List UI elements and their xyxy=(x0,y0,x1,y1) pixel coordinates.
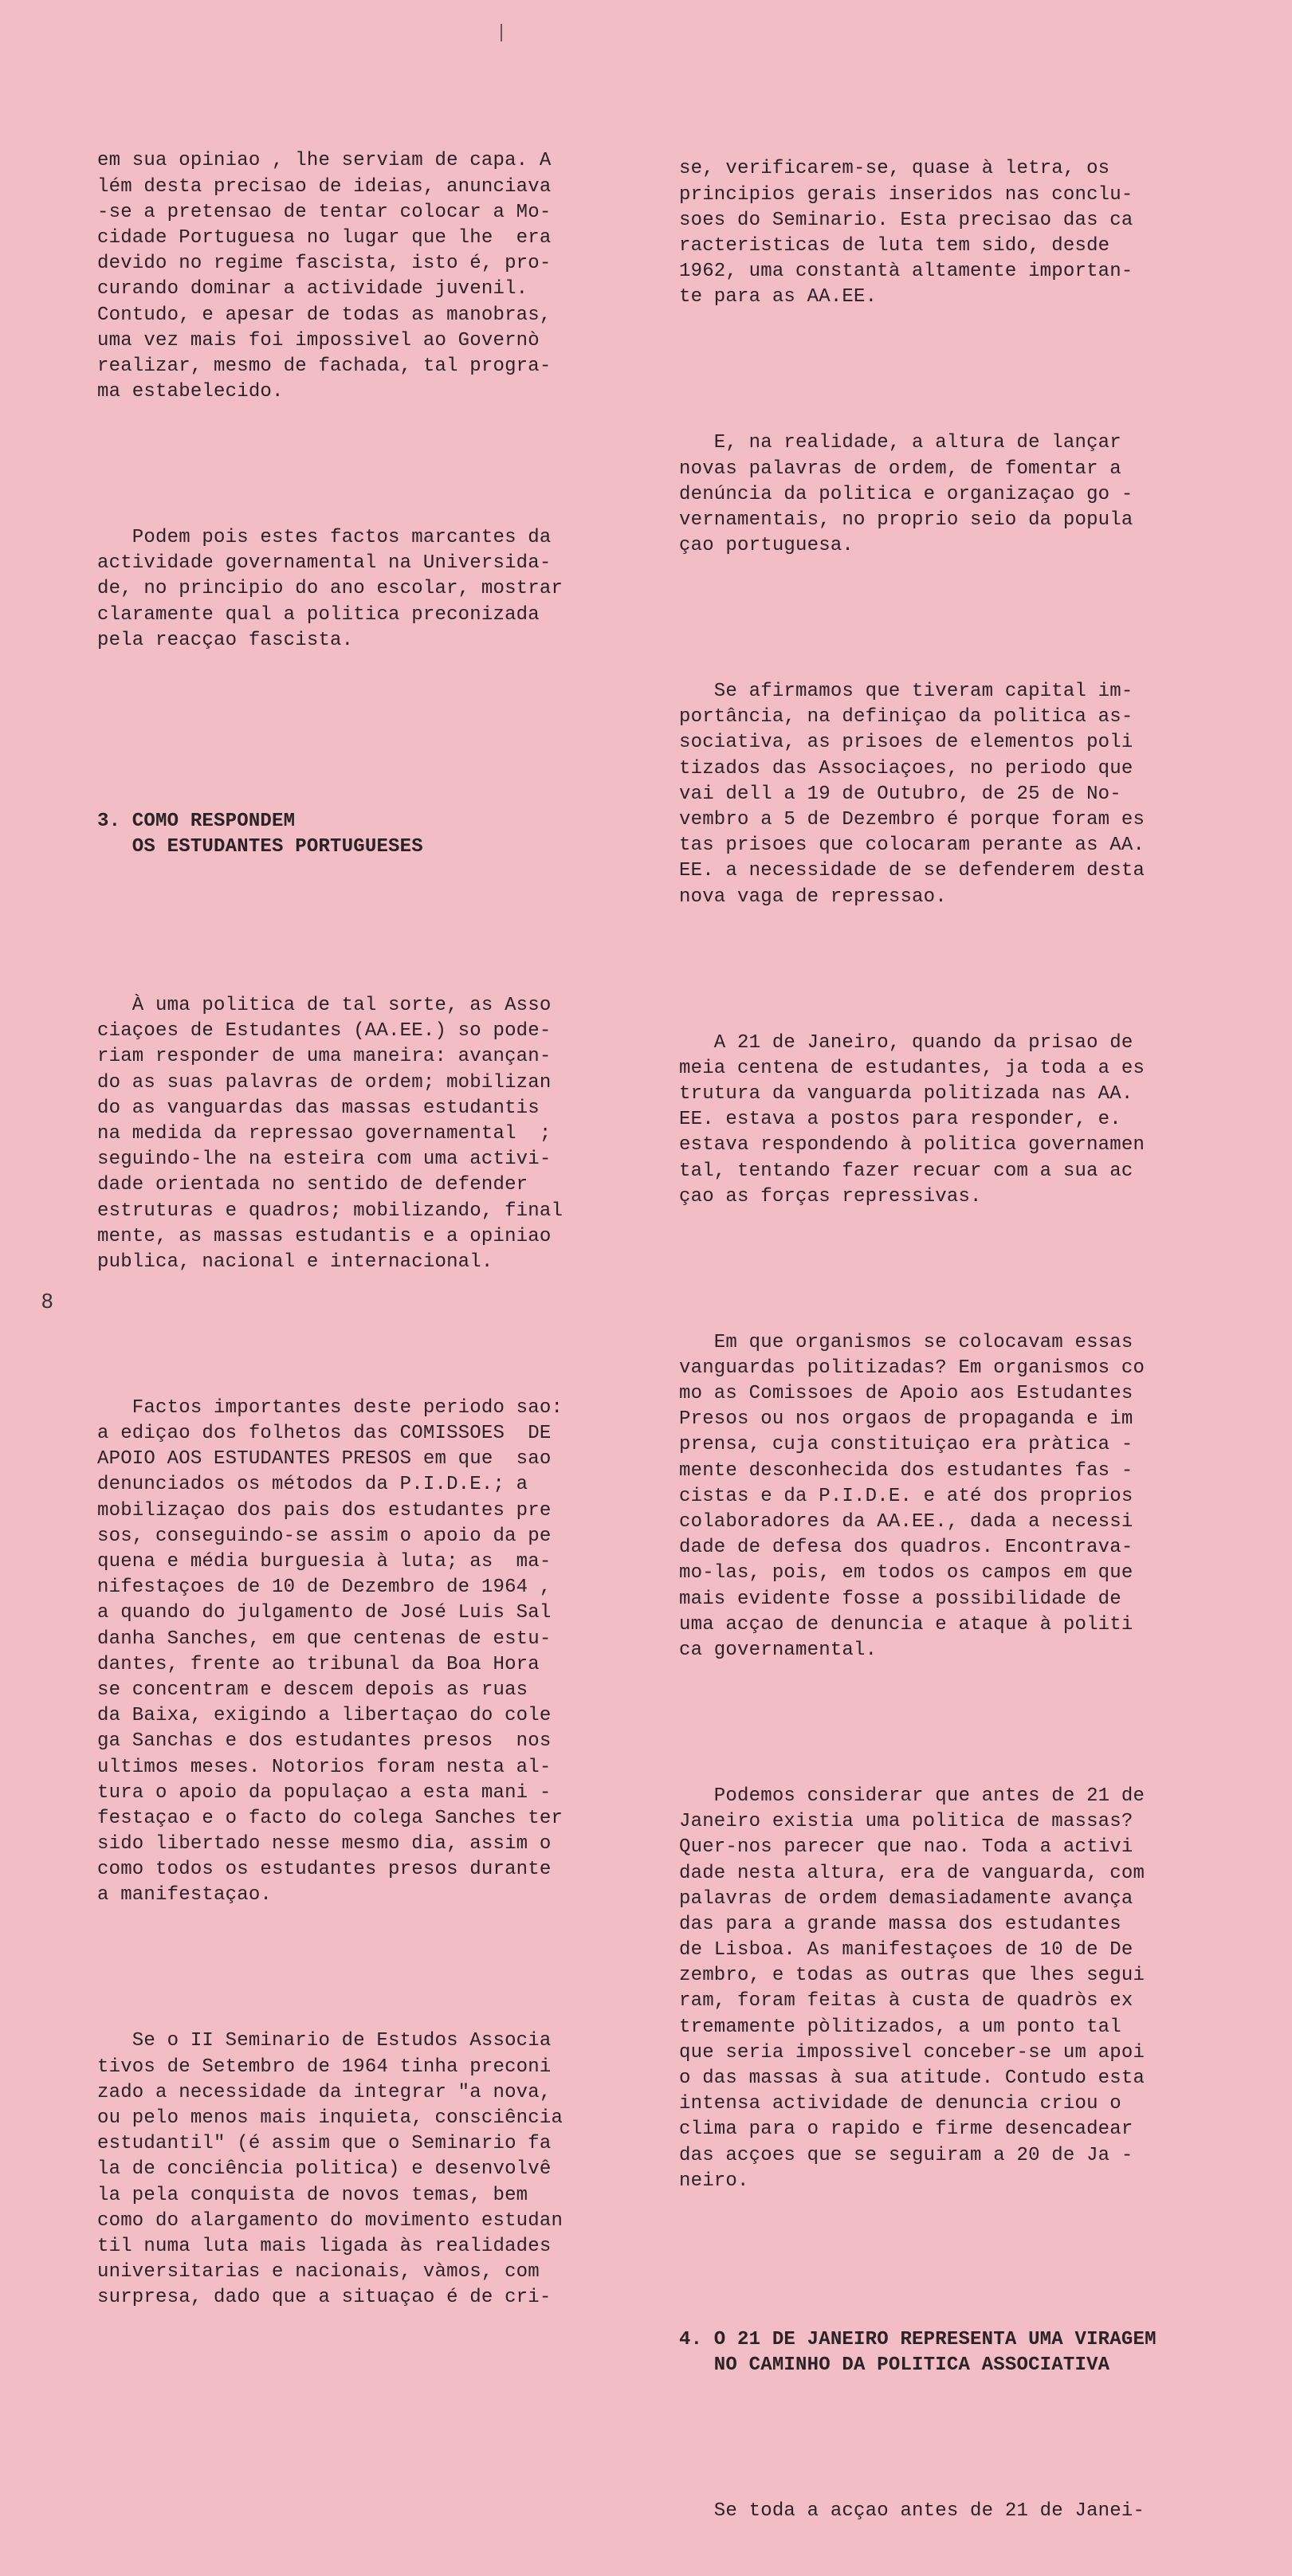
text-line: tura o apoio da populaçao a esta mani - xyxy=(97,1781,552,1804)
text-line: racteristicas de luta tem sido, desde xyxy=(679,234,1110,257)
text-line: na medida da repressao governamental ; xyxy=(97,1122,552,1145)
text-line: actividade governamental na Universida- xyxy=(97,552,552,575)
text-line: vernamentais, no proprio seio da popula xyxy=(679,509,1133,531)
right-paragraph-4 xyxy=(679,1031,1189,1210)
text-line: tas prisoes que colocaram perante as AA. xyxy=(679,834,1145,857)
text-line: cistas e da P.I.D.E. e até dos proprios xyxy=(679,1485,1133,1507)
page-number: 8 xyxy=(41,1289,53,1313)
text-line: mobilizaçao dos pais dos estudantes pre xyxy=(97,1499,552,1522)
text-line: ca governamental. xyxy=(679,1639,878,1661)
text-line: vembro a 5 de Dezembro é porque foram es xyxy=(679,809,1145,831)
text-line: mo as Comissoes de Apoio aos Estudantes xyxy=(679,1383,1133,1405)
text-line: ou pelo menos mais inquieta, consciência xyxy=(97,2107,564,2130)
text-line: prensa, cuja constituiçao era pràtica - xyxy=(679,1434,1133,1456)
text-line: ciaçoes de Estudantes (AA.EE.) so pode- xyxy=(97,1020,552,1043)
text-line: a ediçao dos folhetos das COMISSOES DE xyxy=(97,1423,552,1445)
text-line: sido libertado nesse mesmo dia, assim o xyxy=(97,1833,552,1855)
section-4-heading xyxy=(679,2327,1189,2378)
right-paragraph-3 xyxy=(679,679,1189,910)
text-line: claramente qual a politica preconizada xyxy=(97,603,540,626)
text-line: Se o II Seminario de Estudos Associa xyxy=(97,2030,552,2052)
text-line: Quer-nos parecer que nao. Toda a activi xyxy=(679,1836,1133,1859)
text-line: uma acçao de denuncia e ataque à politi xyxy=(679,1613,1133,1636)
text-line: universitarias e nacionais, vàmos, com xyxy=(97,2261,540,2283)
right-column xyxy=(679,105,1189,2576)
text-line: 3. COMO RESPONDEM xyxy=(97,810,296,832)
text-line: ga Sanchas e dos estudantes presos nos xyxy=(97,1730,552,1753)
text-line: -se a pretensao de tentar colocar a Mo- xyxy=(97,201,552,223)
text-line: til numa luta mais ligada às realidades xyxy=(97,2235,552,2257)
text-line: surpresa, dado que a situaçao é de cri- xyxy=(97,2287,552,2309)
text-line: NO CAMINHO DA POLITICA ASSOCIATIVA xyxy=(679,2354,1110,2376)
text-line: çao portuguesa. xyxy=(679,535,854,557)
text-line: Se afirmamos que tiveram capital im- xyxy=(679,681,1133,703)
text-line: neiro. xyxy=(679,2170,749,2192)
text-line: como todos os estudantes presos durante xyxy=(97,1859,552,1881)
text-line: intensa actividade de denuncia criou o xyxy=(679,2093,1121,2115)
text-line: la de conciência politica) e desenvolvê xyxy=(97,2158,552,2181)
text-line: estava respondendo à politica governamen xyxy=(679,1134,1145,1156)
text-line: denúncia da politica e organizaçao go - xyxy=(679,483,1133,505)
right-paragraph-1 xyxy=(679,156,1189,310)
text-line: a manifestaçao. xyxy=(97,1884,273,1906)
text-line: ma estabelecido. xyxy=(97,381,284,403)
text-line: de, no principio do ano escolar, mostrar xyxy=(97,578,564,600)
text-line: riam responder de uma maneira: avançan- xyxy=(97,1046,552,1068)
text-line: das acçoes que se seguiram a 20 de Ja - xyxy=(679,2144,1133,2166)
text-line: EE. a necessidade de se defenderem desta xyxy=(679,860,1145,882)
text-line: vanguardas politizadas? Em organismos co xyxy=(679,1357,1145,1379)
text-line: cidade Portuguesa no lugar que lhe era xyxy=(97,226,552,249)
text-line: mo-las, pois, em todos os campos em que xyxy=(679,1562,1133,1584)
right-paragraph-2 xyxy=(679,430,1189,559)
text-line: palavras de ordem demasiadamente avança xyxy=(679,1887,1133,1910)
text-line: zembro, e todas as outras que lhes segui xyxy=(679,1965,1145,1987)
text-line: ultimos meses. Notorios foram nesta al- xyxy=(97,1756,552,1778)
text-line: seguindo-lhe na esteira com uma activi- xyxy=(97,1149,552,1171)
text-line: lém desta precisao de ideias, anunciava xyxy=(97,175,552,198)
margin-mark xyxy=(501,24,502,41)
text-line: vai dell a 19 de Outubro, de 25 de No- xyxy=(679,783,1121,805)
text-line: das para a grande massa dos estudantes xyxy=(679,1913,1121,1935)
text-line: do as suas palavras de ordem; mobilizan xyxy=(97,1071,552,1094)
text-line: estruturas e quadros; mobilizando, final xyxy=(97,1200,564,1222)
left-paragraph-2 xyxy=(97,525,607,654)
text-line: se concentram e descem depois as ruas xyxy=(97,1679,528,1701)
text-line: OS ESTUDANTES PORTUGUESES xyxy=(97,836,423,858)
text-line: do as vanguardas das massas estudantis xyxy=(97,1097,540,1119)
text-line: nova vaga de repressao. xyxy=(679,886,947,908)
section-3-heading xyxy=(97,809,607,860)
text-line: Podem pois estes factos marcantes da xyxy=(97,527,552,549)
text-line: soes do Seminario. Esta precisao das ca xyxy=(679,209,1133,231)
left-paragraph-4 xyxy=(97,1396,607,1909)
text-line: pela reacçao fascista. xyxy=(97,629,354,651)
text-line: À uma politica de tal sorte, as Asso xyxy=(97,995,552,1017)
text-line: uma vez mais foi impossivel ao Governò xyxy=(97,329,540,351)
text-line: realizar, mesmo de fachada, tal progra- xyxy=(97,355,552,377)
text-line: curando dominar a actividade juvenil. xyxy=(97,278,528,300)
text-line: trutura da vanguarda politizada nas AA. xyxy=(679,1082,1133,1105)
text-line: la pela conquista de novos temas, bem xyxy=(97,2184,528,2206)
text-line: tremamente pòlitizados, a um ponto tal xyxy=(679,2016,1121,2038)
text-line: de Lisboa. As manifestaçoes de 10 de De xyxy=(679,1939,1133,1961)
text-line: Em que organismos se colocavam essas xyxy=(679,1331,1133,1353)
text-line: EE. estava a postos para responder, e. xyxy=(679,1109,1121,1131)
text-line: a quando do julgamento de José Luis Sal xyxy=(97,1602,552,1624)
text-line: mente desconhecida dos estudantes fas - xyxy=(679,1459,1133,1482)
text-line: como do alargamento do movimento estudan xyxy=(97,2209,564,2232)
text-line: E, na realidade, a altura de lançar xyxy=(679,432,1121,454)
text-line: clima para o rapido e firme desencadear xyxy=(679,2119,1133,2141)
text-line: te para as AA.EE. xyxy=(679,286,878,308)
text-line: que seria impossivel conceber-se um apoi xyxy=(679,2041,1145,2064)
text-line: devido no regime fascista, isto é, pro- xyxy=(97,253,552,275)
left-paragraph-5 xyxy=(97,2028,607,2311)
left-paragraph-3 xyxy=(97,993,607,1275)
text-line: Contudo, e apesar de todas as manobras, xyxy=(97,304,552,326)
text-line: sos, conseguindo-se assim o apoio da pe xyxy=(97,1525,552,1547)
text-line: em sua opiniao , lhe serviam de capa. A xyxy=(97,150,552,172)
text-line: Factos importantes deste periodo sao: xyxy=(97,1396,564,1419)
left-column xyxy=(97,97,607,2362)
right-paragraph-5 xyxy=(679,1330,1189,1663)
text-line: publica, nacional e internacional. xyxy=(97,1251,493,1273)
text-line: çao as forças repressivas. xyxy=(679,1185,982,1208)
text-line: dade orientada no sentido de defender xyxy=(97,1174,528,1196)
text-line: estudantil" (é assim que o Seminario fa xyxy=(97,2133,552,2155)
text-line: denunciados os métodos da P.I.D.E.; a xyxy=(97,1474,528,1496)
text-line: quena e média burguesia à luta; as ma- xyxy=(97,1551,552,1573)
text-line: Presos ou nos orgaos de propaganda e im xyxy=(679,1408,1133,1431)
text-line: zado a necessidade da integrar "a nova, xyxy=(97,2081,552,2103)
text-line: Se toda a acçao antes de 21 de Janei- xyxy=(679,2499,1145,2522)
text-line: da Baixa, exigindo a libertaçao do cole xyxy=(97,1705,552,1727)
text-line: novas palavras de ordem, de fomentar a xyxy=(679,457,1121,480)
text-line: 1962, uma constantà altamente importan- xyxy=(679,261,1133,283)
right-paragraph-6 xyxy=(679,1784,1189,2194)
right-paragraph-7 xyxy=(679,2499,1189,2524)
text-line: danha Sanches, em que centenas de estu- xyxy=(97,1628,552,1650)
text-line: A 21 de Janeiro, quando da prisao de xyxy=(679,1031,1133,1054)
text-line: mente, as massas estudantis e a opiniao xyxy=(97,1225,552,1247)
text-line: dantes, frente ao tribunal da Boa Hora xyxy=(97,1653,540,1675)
text-line: colaboradores da AA.EE., dada a necessi xyxy=(679,1511,1133,1533)
text-line: Janeiro existia uma politica de massas? xyxy=(679,1811,1133,1833)
text-line: se, verificarem-se, quase à letra, os xyxy=(679,158,1110,180)
text-line: APOIO AOS ESTUDANTES PRESOS em que sao xyxy=(97,1448,552,1471)
text-line: tivos de Setembro de 1964 tinha preconi xyxy=(97,2056,552,2078)
left-paragraph-1 xyxy=(97,148,607,405)
text-line: 4. O 21 DE JANEIRO REPRESENTA UMA VIRAGEM xyxy=(679,2328,1157,2350)
text-line: mais evidente fosse a possibilidade de xyxy=(679,1588,1121,1610)
text-line: festaçao e o facto do colega Sanches ter xyxy=(97,1807,564,1829)
text-line: tizados das Associaçoes, no periodo que xyxy=(679,757,1133,779)
text-line: dade de defesa dos quadros. Encontrava- xyxy=(679,1537,1133,1559)
text-line: meia centena de estudantes, ja toda a es xyxy=(679,1057,1145,1079)
text-line: nifestaçoes de 10 de Dezembro de 1964 , xyxy=(97,1577,552,1599)
text-line: tal, tentando fazer recuar com a sua ac xyxy=(679,1160,1133,1182)
text-line: sociativa, as prisoes de elementos poli xyxy=(679,732,1133,754)
text-line: Podemos considerar que antes de 21 de xyxy=(679,1785,1145,1807)
text-line: dade nesta altura, era de vanguarda, com xyxy=(679,1862,1145,1884)
text-line: o das massas à sua atitude. Contudo esta xyxy=(679,2067,1145,2090)
text-line: ram, foram feitas à custa de quadròs ex xyxy=(679,1990,1133,2012)
text-line: portância, na definiçao da politica as- xyxy=(679,706,1133,728)
text-line: principios gerais inseridos nas conclu- xyxy=(679,183,1133,206)
